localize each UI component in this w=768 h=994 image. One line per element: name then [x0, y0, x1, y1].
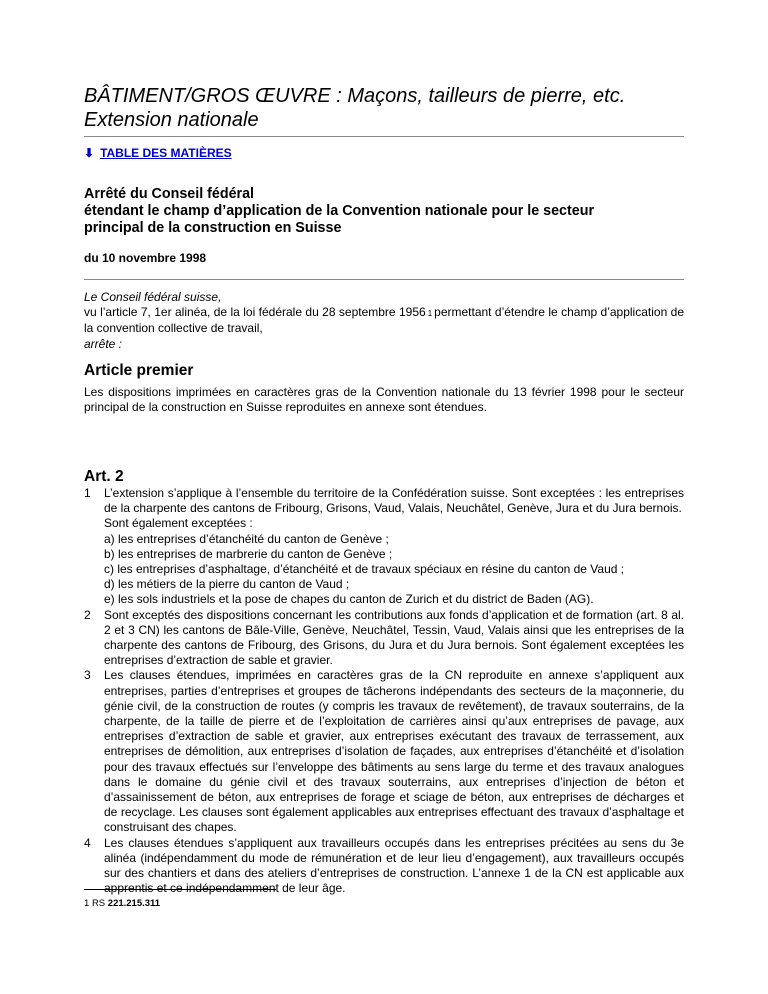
footnote-number: 1: [84, 898, 90, 909]
title-line-1: BÂTIMENT/GROS ŒUVRE : Maçons, tailleurs de pierre, etc.: [84, 85, 626, 107]
paragraph-text: Sont exceptés des dispositions concernant les contributions aux fonds d’application et de formation (art. 8 al. 2 et 3 CN) les cantons de Bâle-Ville, Genève, Neuchâtel, Tessin, Vaud, Valais ainsi que les entreprises de la charpente des cantons de Fribourg, des Grisons, du Jura et du Jura bernois. Sont également exceptées les entreprises d’extraction de sable et gravier.: [104, 607, 684, 668]
paragraph-text: L’extension s’applique à l’ensemble du territoire de la Confédération suisse. Sont exceptées : les entreprises de la charpente des cantons de Fribourg, Grisons, Vaud, Valais, Neuchâtel, Genève, Jura et du Jura bernois.: [104, 486, 684, 516]
decree-title-line-2: étendant le champ d’application de la Convention nationale pour le secteur: [84, 203, 595, 219]
article-2-paragraph: [84, 486, 684, 608]
down-arrow-icon: ⬇: [84, 146, 95, 160]
article-2-heading: Art. 2: [84, 468, 124, 485]
preamble-text-before: vu l’article 7, 1er alinéa, de la loi fédérale du 28 septembre 1956: [84, 305, 426, 320]
article-1-heading: Article premier: [84, 362, 194, 379]
list-item: d) les métiers de la pierre du canton de Vaud ;: [104, 577, 350, 592]
footnote: [84, 898, 160, 909]
article-1-text: Les dispositions imprimées en caractères gras de la Convention nationale du 13 février 1998 pour le secteur principal de la construction en Suisse reproduites en annexe sont étendues.: [84, 385, 684, 415]
footnote-prefix: RS: [91, 898, 106, 909]
preamble-text-after: permettant d’étendre le champ d’application de la convention collective de travail,: [84, 305, 684, 336]
list-item: e) les sols industriels et la pose de chapes du canton de Zurich et du district de Baden (AG).: [104, 592, 594, 607]
paragraph-number: 2: [84, 607, 91, 622]
article-2-paragraph: [84, 608, 684, 669]
paragraph-number: 4: [84, 835, 91, 850]
toc-link-label: TABLE DES MATIÈRES: [100, 146, 232, 160]
article-2-paragraph: [84, 668, 684, 835]
footnote-reference: 221.215.311: [107, 898, 161, 909]
list-item: c) les entreprises d’asphaltage, d’étanchéité et de travaux spéciaux en résine du canton de Vaud ;: [104, 562, 625, 577]
paragraph-text: Les clauses étendues, imprimées en caractères gras de la CN reproduite en annexe s’appliquent aux entreprises, parties d’entreprises et groupes de tâcherons indépendants des secteurs de la maçonnerie, du génie civil, de la construction de routes (y compris les travaux de revêtement), de travaux souterrains, de la charpente, de la taille de pierre et de l’exploitation de carrières ainsi qu’aux entreprises de pavage, aux entreprises d’extraction de sable et gravier, aux entreprises exécutant des travaux de terrassement, aux entreprises de démolition, aux entreprises d’isolation de façades, aux entreprises d’étanchéité et d’isolation pour des travaux effectués sur l’enveloppe des bâtiments au sens large du terme et des travaux analogues dans le domaine du génie civil et des travaux souterrains, aux entreprises d’injection de béton et d’assainissement de béton, aux entreprises de forage et sciage de béton, aux entreprises de décharges et de recyclage. Les clauses sont également applicables aux entreprises effectuant des travaux d’asphaltage et construisant des chapes.: [104, 668, 684, 835]
decree-date: du 10 novembre 1998: [84, 251, 207, 265]
table-of-contents-link[interactable]: [84, 146, 232, 160]
article-2-body: [84, 486, 684, 896]
preamble-text: [84, 305, 684, 336]
document-title: [84, 84, 684, 137]
preamble-intro: Le Conseil fédéral suisse,: [84, 290, 222, 304]
decree-title: [84, 186, 684, 237]
title-line-2: Extension nationale: [84, 109, 259, 131]
decree-title-line-3: principal de la construction en Suisse: [84, 220, 342, 236]
preamble-closing: arrête :: [84, 336, 123, 351]
list-item: b) les entreprises de marbrerie du canton de Genève ;: [104, 546, 393, 561]
decree-title-line-1: Arrêté du Conseil fédéral: [84, 186, 255, 202]
paragraph-number: 1: [84, 486, 91, 500]
footnote-ref[interactable]: 1: [427, 309, 433, 319]
list-item: a) les entreprises d’étanchéité du canton de Genève ;: [104, 531, 389, 546]
paragraph-extra-intro: Sont également exceptées :: [104, 516, 253, 531]
paragraph-text: Les clauses étendues s’appliquent aux travailleurs occupés dans les entreprises précitées au sens du 3e alinéa (indépendamment du mode de rémunération et de leur lieu d’engagement), aux travailleurs occupés sur des chantiers et dans des ateliers d’entreprises de construction. L’annexe 1 de la CN est applicable aux apprentis et ce indépendamment de leur âge.: [104, 835, 684, 896]
paragraph-number: 3: [84, 668, 91, 683]
footnote-divider: [84, 889, 276, 890]
divider: [84, 279, 684, 280]
article-2-paragraph: [84, 836, 684, 897]
preamble: [84, 290, 684, 352]
